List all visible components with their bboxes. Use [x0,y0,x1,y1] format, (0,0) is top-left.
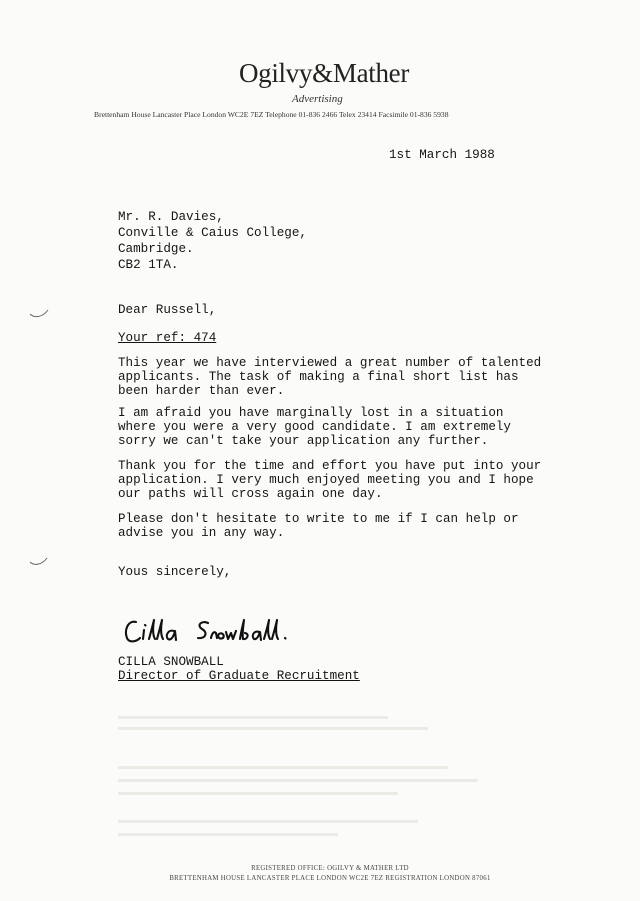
paragraph-line: been harder than ever. [118,384,285,398]
show-through-mark [118,727,428,730]
punch-hole-mark [28,300,50,320]
recipient-address [118,210,307,274]
recipient-line: Cambridge. [118,242,194,256]
recipient-line: CB2 1TA. [118,258,179,272]
show-through-mark [118,833,338,836]
show-through-mark [118,820,418,823]
handwritten-signature [122,614,322,648]
paragraph-line: where you were a very good candidate. I am extremely [118,420,511,434]
body-paragraph [118,512,519,540]
letterhead-address: Brettenham House Lancaster Place London WC2E 7EZ Telephone 01-836 2466 Telex 23414 Facsimile 01-836 5938 [94,110,449,119]
company-logo: Ogilvy&Mather [238,58,410,88]
show-through-mark [118,766,448,769]
paragraph-line: advise you in any way. [118,526,285,540]
body-paragraph [118,459,541,501]
paragraph-line: Thank you for the time and effort you have put into your [118,459,542,473]
closing: Yous sincerely, [118,565,232,579]
paragraph-line: I am afraid you have marginally lost in a situation [118,406,504,420]
company-division: Advertising [292,93,343,105]
paragraph-line: This year we have interviewed a great number of talented [118,356,542,370]
footer-address: BRETTENHAM HOUSE LANCASTER PLACE LONDON WC2E 7EZ REGISTRATION LONDON 87061 [169,875,491,882]
show-through-mark [118,779,478,782]
signatory-name: CILLA SNOWBALL [118,655,224,669]
body-paragraph [118,356,541,398]
letter-date: 1st March 1988 [389,148,495,162]
reference-line: Your ref: 474 [118,331,217,345]
signatory-title: Director of Graduate Recruitment [118,669,360,683]
paragraph-line: sorry we can't take your application any further. [118,434,489,448]
paragraph-line: application. I very much enjoyed meeting you and I hope [118,473,534,487]
punch-hole-mark [28,550,50,570]
paragraph-line: Please don't hesitate to write to me if I can help or [118,512,519,526]
paragraph-line: applicants. The task of making a final short list has [118,370,519,384]
show-through-mark [118,792,398,795]
recipient-line: Mr. R. Davies, [118,210,224,224]
salutation: Dear Russell, [118,303,217,317]
show-through-mark [118,716,388,719]
body-paragraph [118,406,511,448]
recipient-line: Conville & Caius College, [118,226,307,240]
footer-registered-office: REGISTERED OFFICE: OGILVY & MATHER LTD [251,865,409,872]
paragraph-line: our paths will cross again one day. [118,487,383,501]
